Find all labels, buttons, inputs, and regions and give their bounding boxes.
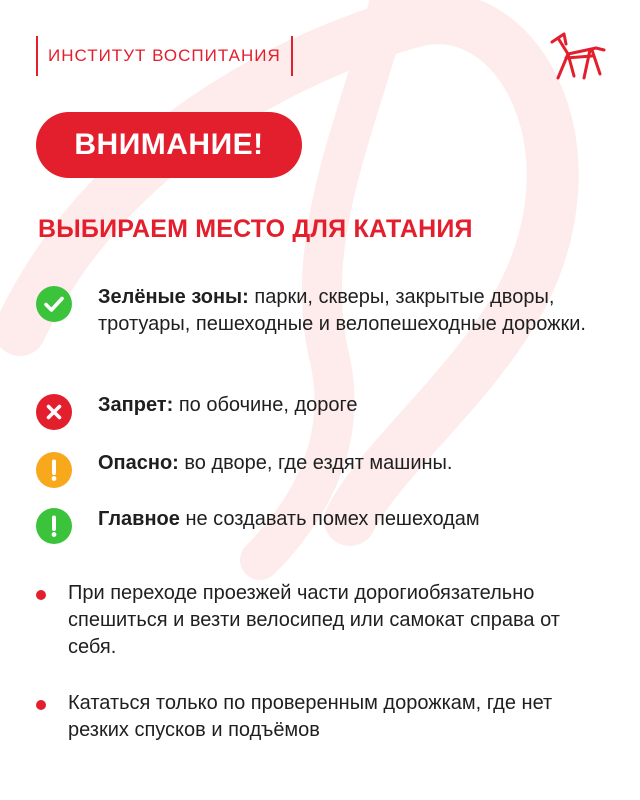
rule-heading: Запрет: [98,394,174,416]
rule-text [98,392,613,430]
bullet-text: При переходе проезжей части дорогиобязательно спешиться и везти велосипед или самокат справа от себя. [68,582,560,658]
attention-banner: ВНИМАНИЕ! [36,112,302,178]
bullet-dot [36,700,46,710]
page-title: ВЫБИРАЕМ МЕСТО ДЛЯ КАТАНИЯ [38,215,473,243]
exclamation-icon [36,452,72,488]
header [36,36,293,76]
rule-body: по обочине, дороге [173,394,358,416]
rule-forbidden [36,392,613,430]
list-item [36,690,598,744]
rule-body: не создавать помех пешеходам [179,508,480,530]
rule-heading: Главное [98,508,180,530]
org-name: ИНСТИТУТ ВОСПИТАНИЯ [48,46,281,65]
check-icon [36,286,72,322]
rule-heading: Зелёные зоны: [98,286,249,308]
rule-text [98,284,613,338]
rule-text [98,506,613,544]
exclamation-icon [36,508,72,544]
rule-dangerous [36,450,613,488]
list-item [36,580,598,661]
horse-logo-icon [544,28,606,84]
rule-main [36,506,613,544]
header-right-bar [291,36,293,76]
rule-body: во дворе, где ездят машины. [178,452,453,474]
rule-green-zones [36,284,613,338]
rule-text [98,450,613,488]
bullet-dot [36,590,46,600]
rule-body: парки, скверы, закрытые дворы, тротуары, пешеходные и велопешеходные дорожки. [98,286,586,335]
cross-icon [36,394,72,430]
bullet-text: Кататься только по проверенным дорожкам, где нет резких спусков и подъёмов [68,692,553,741]
rule-heading: Опасно: [98,452,179,474]
